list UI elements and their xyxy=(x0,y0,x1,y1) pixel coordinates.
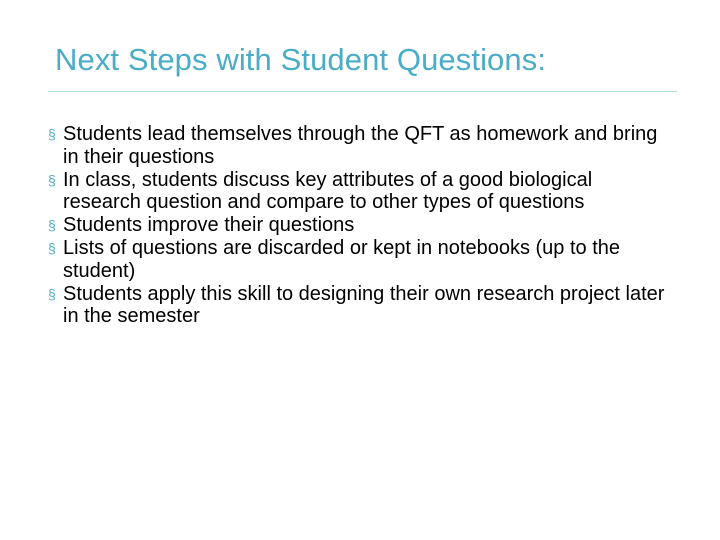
bullet-marker-icon: § xyxy=(48,217,56,234)
slide-title: Next Steps with Student Questions: xyxy=(55,42,547,77)
bullet-item xyxy=(48,237,673,283)
bullet-item xyxy=(48,214,673,237)
bullet-text: Students apply this skill to designing their own research project later in the semester xyxy=(63,282,665,328)
bullet-item xyxy=(48,283,673,329)
bullet-text: Students improve their questions xyxy=(63,214,355,237)
bullet-text: Lists of questions are discarded or kept in notebooks (up to the student) xyxy=(63,236,621,282)
bullet-marker-icon: § xyxy=(48,239,56,256)
bullet-item xyxy=(48,169,673,215)
bullet-text: Students lead themselves through the QFT as homework and bring in their questions xyxy=(63,123,658,168)
bullet-text: In class, students discuss key attributes of a good biological research question and compare to other types of questions xyxy=(63,168,593,214)
title-divider xyxy=(48,91,677,92)
bullet-list xyxy=(48,123,673,328)
bullet-marker-icon: § xyxy=(48,171,56,188)
bullet-item xyxy=(48,123,673,169)
bullet-marker-icon: § xyxy=(48,285,56,302)
bullet-marker-icon: § xyxy=(48,126,56,142)
